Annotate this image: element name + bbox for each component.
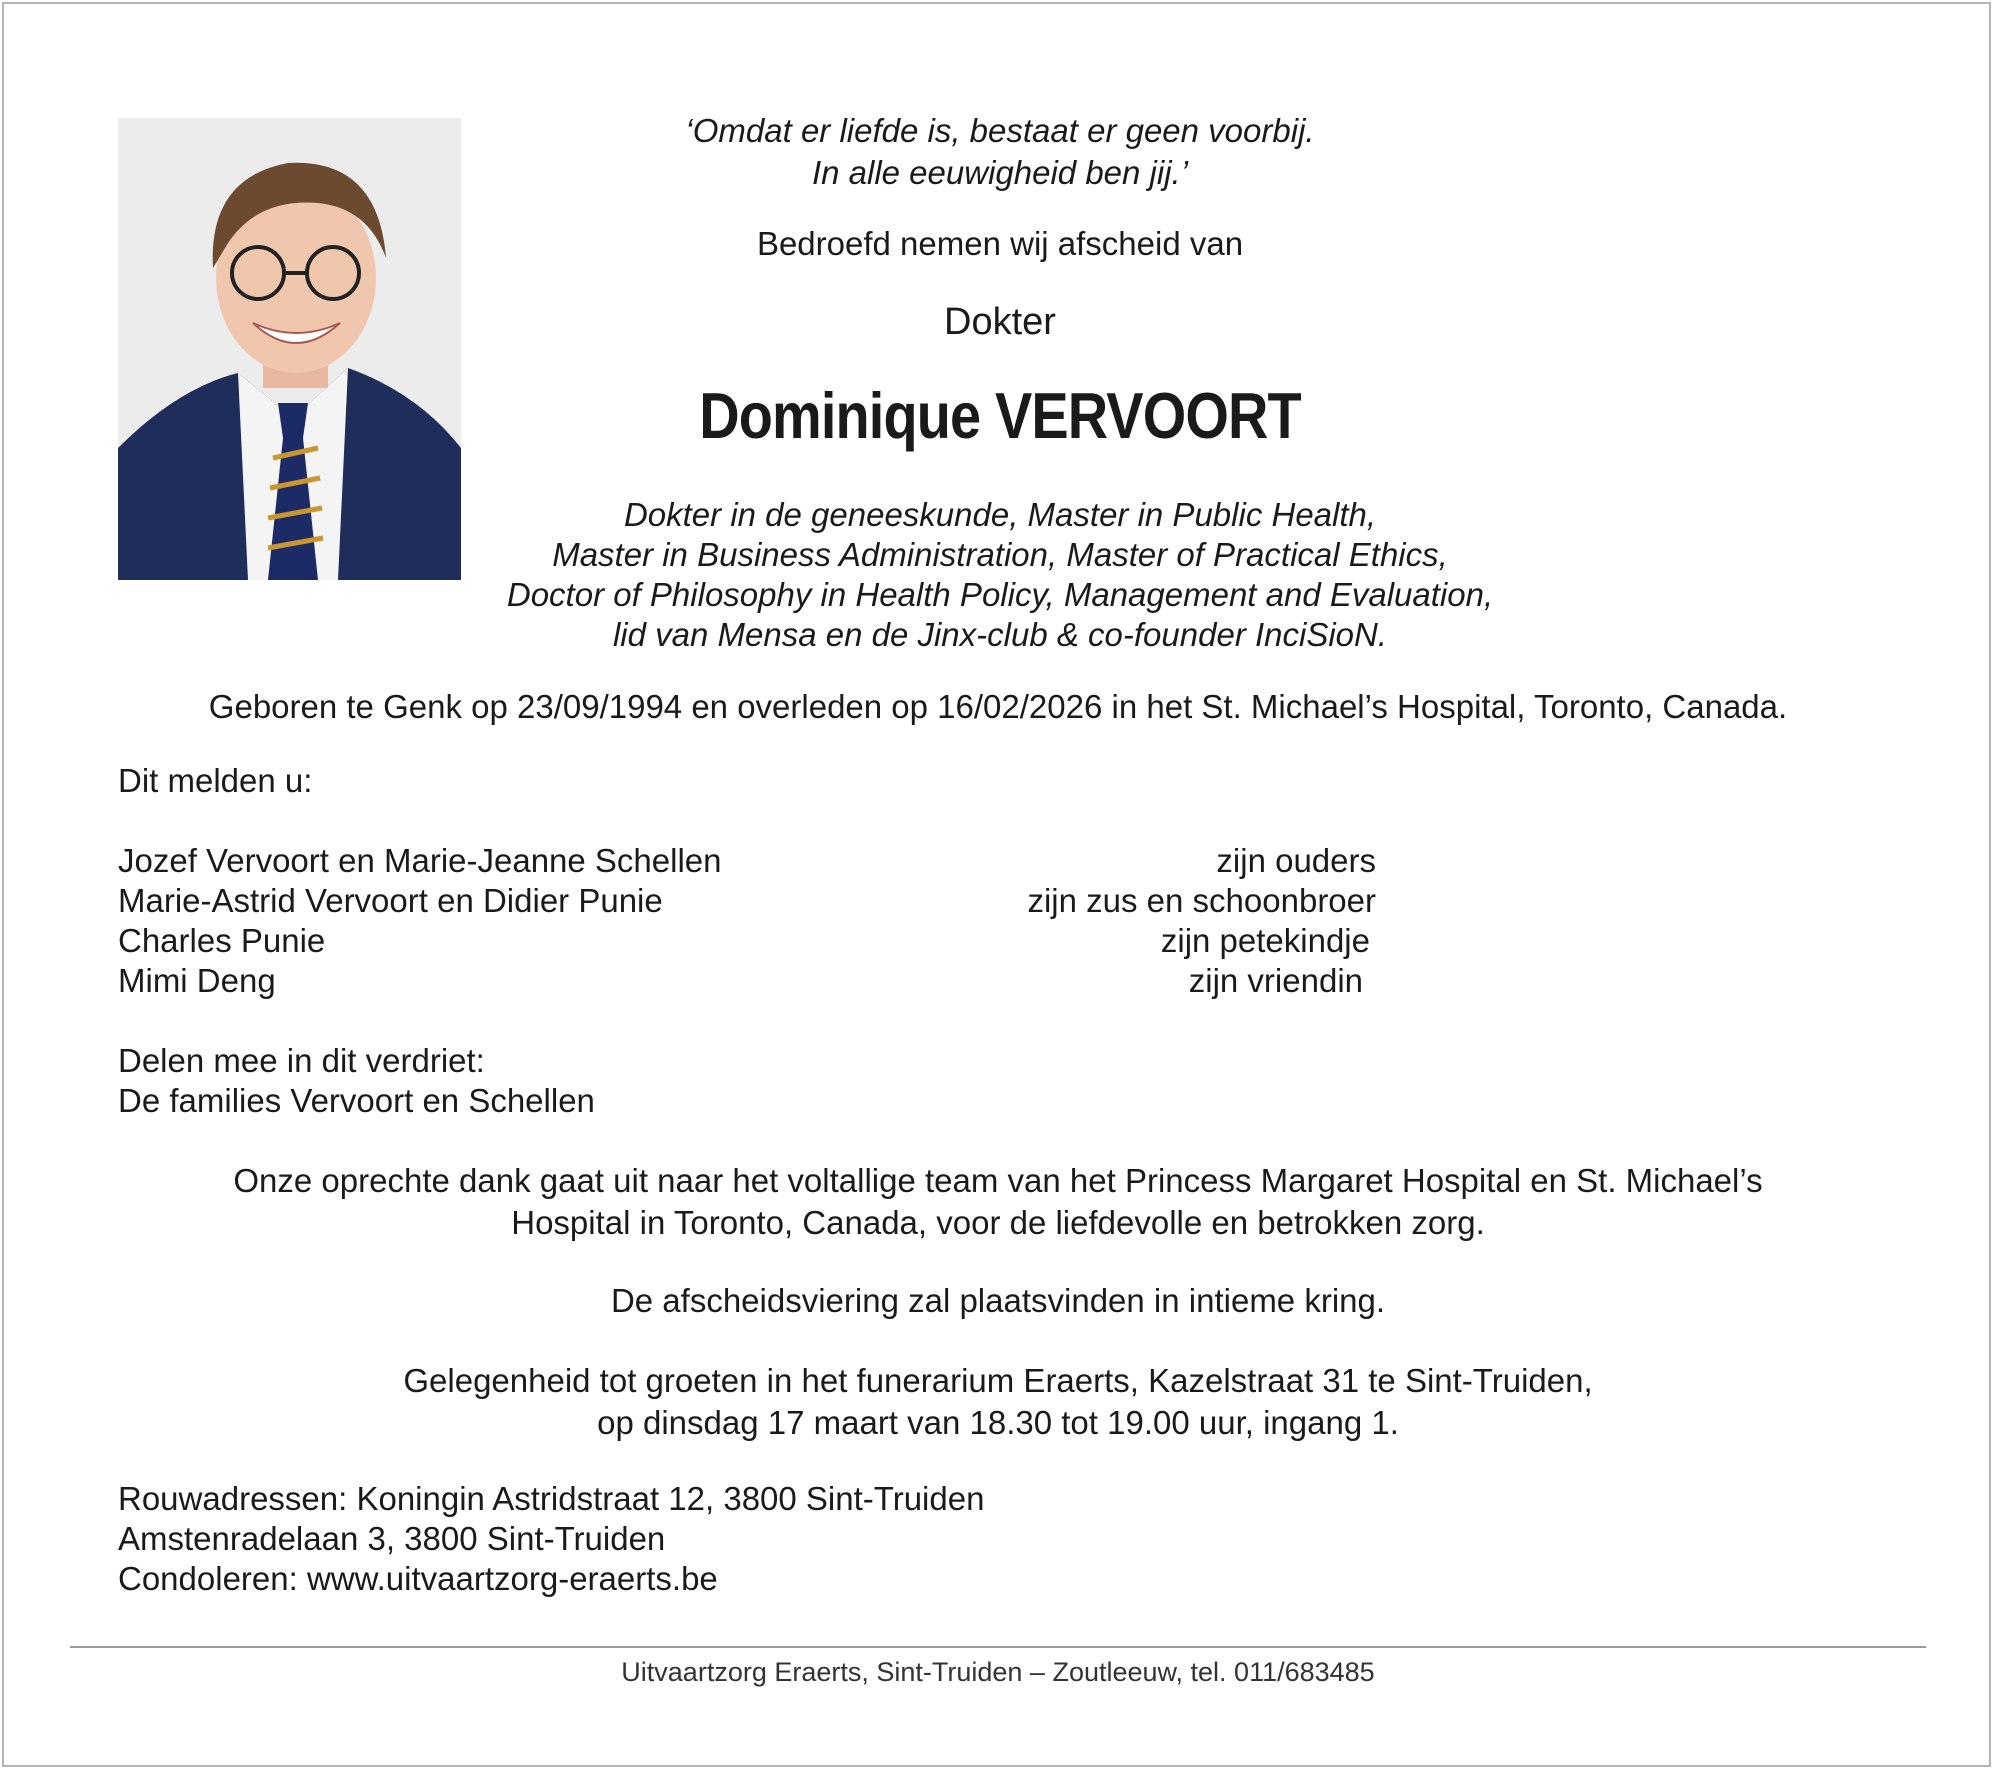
- relative-role: zijn ouders: [1216, 842, 1376, 879]
- visitation-line-2: op dinsdag 17 maart van 18.30 tot 19.00 uur, ingang 1.: [597, 1404, 1399, 1441]
- footer-text: Uitvaartzorg Eraerts, Sint-Truiden – Zoutleeuw, tel. 011/683485: [621, 1657, 1375, 1687]
- birth-death-line: Geboren te Genk op 23/09/1994 en overleden op 16/02/2026 in het St. Michael’s Hospital, Toronto, Canada.: [208, 688, 1788, 725]
- relatives-list: [0, 841, 1996, 1001]
- share-label: Delen mee in dit verdriet:: [118, 1042, 485, 1079]
- share-block: [118, 1041, 595, 1121]
- visitation-text: [250, 1360, 1746, 1444]
- share-families: De families Vervoort en Schellen: [118, 1082, 595, 1119]
- title-line: Master in Business Administration, Master of Practical Ethics,: [552, 536, 1448, 573]
- footer-divider: [70, 1646, 1926, 1648]
- honorific: Dokter: [944, 301, 1056, 343]
- thanks-text: [150, 1160, 1846, 1244]
- ceremony-text: De afscheidsviering zal plaatsvinden in intieme kring.: [610, 1282, 1386, 1319]
- relative-name: Jozef Vervoort en Marie-Jeanne Schellen: [118, 842, 722, 879]
- condolence-link[interactable]: Condoleren: www.uitvaartzorg-eraerts.be: [118, 1560, 718, 1597]
- relative-role: zijn petekindje: [1160, 922, 1370, 959]
- title-line: Dokter in de geneeskunde, Master in Public Health,: [623, 496, 1377, 533]
- thanks-line-1: Onze oprechte dank gaat uit naar het voltallige team van het Princess Margaret Hospital en St. Michael’s: [233, 1162, 1763, 1199]
- deceased-name: Dominique VERVOORT: [699, 379, 1301, 452]
- address-line-1: Rouwadressen: Koningin Astridstraat 12, 3800 Sint-Truiden: [118, 1480, 985, 1517]
- relative-name: Marie-Astrid Vervoort en Didier Punie: [118, 882, 663, 919]
- thanks-line-2: Hospital in Toronto, Canada, voor de liefdevolle en betrokken zorg.: [511, 1204, 1485, 1241]
- quote-line-1: ‘Omdat er liefde is, bestaat er geen voorbij.: [685, 112, 1315, 149]
- addresses-block: [118, 1479, 984, 1599]
- intro-text: Bedroefd nemen wij afscheid van: [756, 225, 1244, 262]
- address-line-2: Amstenradelaan 3, 3800 Sint-Truiden: [118, 1520, 666, 1557]
- title-line: Doctor of Philosophy in Health Policy, Management and Evaluation,: [506, 576, 1494, 613]
- titles: [400, 495, 1600, 655]
- relative-name: Charles Punie: [118, 922, 326, 959]
- relative-role: zijn vriendin: [1188, 962, 1363, 999]
- quote-line-2: In alle eeuwigheid ben jij.’: [811, 154, 1189, 191]
- relative-role: zijn zus en schoonbroer: [1027, 882, 1376, 919]
- quote: [600, 110, 1400, 194]
- visitation-line-1: Gelegenheid tot groeten in het funerarium Eraerts, Kazelstraat 31 te Sint-Truiden,: [403, 1362, 1593, 1399]
- announce-label: Dit melden u:: [118, 762, 313, 799]
- relative-name: Mimi Deng: [118, 962, 276, 999]
- title-line: lid van Mensa en de Jinx-club & co-founder InciSioN.: [612, 616, 1388, 653]
